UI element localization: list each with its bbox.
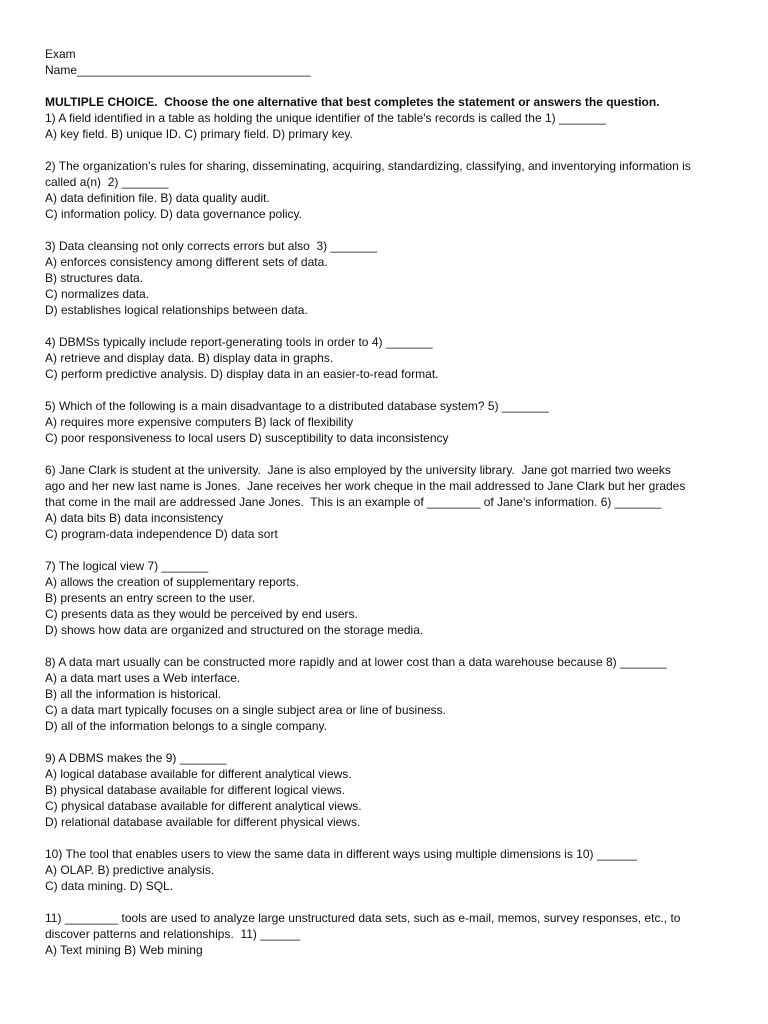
question-text: 8) A data mart usually can be constructed more rapidly and at lower cost than a data warehouse because 8) _______ [45, 655, 667, 669]
question-line: A) Text mining B) Web mining [45, 943, 203, 957]
question-list [45, 110, 735, 958]
name-field-line: Name___________________________________ [45, 63, 311, 77]
exam-header [45, 46, 735, 78]
question-line: D) relational database available for different physical views. [45, 815, 361, 829]
question-line: A) a data mart uses a Web interface. [45, 671, 241, 685]
question-line: C) poor responsiveness to local users D) susceptibility to data inconsistency [45, 431, 449, 445]
question-text: 11) ________ tools are used to analyze large unstructured data sets, such as e-mail, memos, survey responses, etc., to [45, 911, 681, 925]
question-line: A) key field. B) unique ID. C) primary field. D) primary key. [45, 127, 353, 141]
question-line: A) allows the creation of supplementary reports. [45, 575, 300, 589]
question-line: D) establishes logical relationships between data. [45, 303, 308, 317]
question-line: discover patterns and relationships. 11) ______ [45, 927, 301, 941]
question-text: 9) A DBMS makes the 9) _______ [45, 751, 227, 765]
question-line: D) shows how data are organized and structured on the storage media. [45, 623, 424, 637]
question-line: A) enforces consistency among different sets of data. [45, 255, 328, 269]
question-3 [45, 238, 735, 318]
question-line: A) OLAP. B) predictive analysis. [45, 863, 215, 877]
question-2 [45, 158, 735, 222]
question-4 [45, 334, 735, 382]
question-line: C) a data mart typically focuses on a single subject area or line of business. [45, 703, 446, 717]
question-line: C) normalizes data. [45, 287, 150, 301]
question-6 [45, 462, 735, 542]
question-line: C) information policy. D) data governance policy. [45, 207, 303, 221]
question-text: 1) A field identified in a table as holding the unique identifier of the table's records is called the 1) _______ [45, 111, 606, 125]
question-8 [45, 654, 735, 734]
question-line: C) perform predictive analysis. D) display data in an easier-to-read format. [45, 367, 439, 381]
question-line: A) retrieve and display data. B) display data in graphs. [45, 351, 334, 365]
question-line: C) presents data as they would be perceived by end users. [45, 607, 358, 621]
question-line: B) all the information is historical. [45, 687, 222, 701]
question-line: C) physical database available for different analytical views. [45, 799, 362, 813]
question-line: B) physical database available for different logical views. [45, 783, 345, 797]
instructions: MULTIPLE CHOICE. Choose the one alternative that best completes the statement or answers the question. [45, 95, 660, 109]
question-11 [45, 910, 735, 958]
question-text: 3) Data cleansing not only corrects errors but also 3) _______ [45, 239, 378, 253]
exam-page [45, 46, 735, 974]
question-10 [45, 846, 735, 894]
question-line: A) data definition file. B) data quality audit. [45, 191, 270, 205]
question-line: C) program-data independence D) data sort [45, 527, 278, 541]
question-line: A) requires more expensive computers B) lack of flexibility [45, 415, 354, 429]
question-text: 2) The organization's rules for sharing, disseminating, acquiring, standardizing, classifying, and inventorying information is [45, 159, 691, 173]
question-line: A) logical database available for different analytical views. [45, 767, 352, 781]
question-9 [45, 750, 735, 830]
question-text: 6) Jane Clark is student at the university. Jane is also employed by the university library. Jane got married two weeks [45, 463, 671, 477]
question-line: that come in the mail are addressed Jane Jones. This is an example of ________ of Jane's information. 6) _______ [45, 495, 662, 509]
question-7 [45, 558, 735, 638]
question-line: A) data bits B) data inconsistency [45, 511, 224, 525]
question-line: B) presents an entry screen to the user. [45, 591, 256, 605]
question-5 [45, 398, 735, 446]
question-line: B) structures data. [45, 271, 144, 285]
question-text: 7) The logical view 7) _______ [45, 559, 209, 573]
question-text: 5) Which of the following is a main disadvantage to a distributed database system? 5) _______ [45, 399, 549, 413]
question-line: C) data mining. D) SQL. [45, 879, 174, 893]
question-line: called a(n) 2) _______ [45, 175, 169, 189]
exam-label: Exam [45, 47, 76, 61]
question-line: ago and her new last name is Jones. Jane receives her work cheque in the mail addressed to Jane Clark but her grades [45, 479, 686, 493]
question-line: D) all of the information belongs to a single company. [45, 719, 327, 733]
question-1 [45, 110, 735, 142]
question-text: 10) The tool that enables users to view the same data in different ways using multiple dimensions is 10) ______ [45, 847, 637, 861]
question-text: 4) DBMSs typically include report-generating tools in order to 4) _______ [45, 335, 433, 349]
